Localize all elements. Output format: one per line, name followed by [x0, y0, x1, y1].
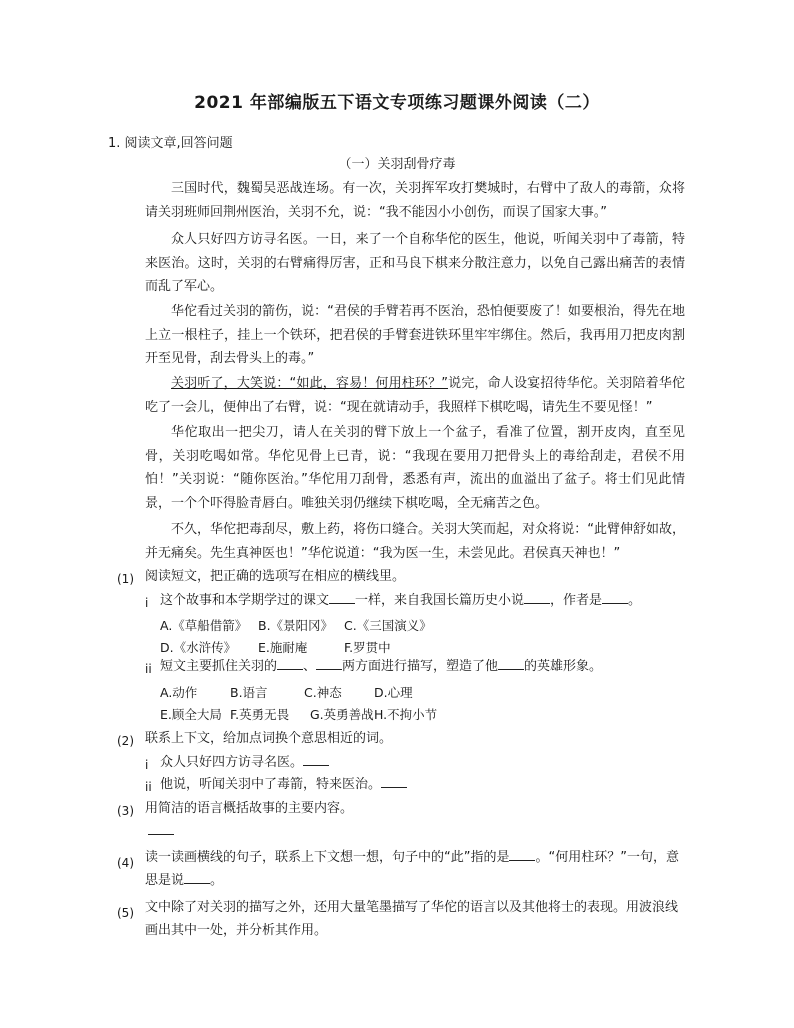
subq-2-ii-label: ii: [145, 780, 152, 794]
subq-1-ii-label: ii: [145, 662, 152, 676]
story-paragraph-2: 众人只好四方访寻名医。一日，来了一个自称华佗的医生，他说，听闻关羽中了毒箭，特来医治。这时，关羽的右臂痛得厉害，正和马良下棋来分散注意力，以免自己露出痛苦的表情而乱了军心。: [145, 232, 685, 294]
question-1-label: 1. 阅读文章,回答问题: [108, 136, 233, 151]
subq-1-i-part-b: 一样，来自我国长篇历史小说: [355, 593, 525, 608]
subq-2-i-text: [160, 752, 680, 774]
answer-blank[interactable]: [524, 591, 550, 604]
subq-1-i-part-a: 这个故事和本学期学过的课文: [160, 593, 330, 608]
option-1-ii-h: H.不拘小节: [374, 707, 438, 722]
option-1-ii-b: B.语言: [230, 685, 268, 700]
story-paragraph-6: 不久，华佗把毒刮尽，敷上药，将伤口缝合。关羽大笑而起，对众将说：“此臂伸舒如故，并无痛矣。先生真神医也！”华佗说道：“我为医一生，未尝见此。君侯真天神也！”: [145, 522, 685, 561]
option-1-ii-d: D.心理: [374, 685, 413, 700]
answer-blank[interactable]: [498, 657, 524, 670]
option-1-ii-e: E.顾全大局: [160, 707, 222, 722]
option-1-i-d: D.《水浒传》: [160, 640, 237, 655]
subq-1-ii-part-d: 的英雄形象。: [524, 659, 603, 674]
option-1-i-e: E.施耐庵: [258, 640, 308, 655]
underlined-sentence: 关羽听了，大笑说：“如此，容易！何用柱环？”: [171, 376, 448, 391]
subq-5-text: 文中除了对关羽的描写之外，还用大量笔墨描写了华佗的语言以及其他将士的表现。用波浪线画出其中一处，并分析其作用。: [145, 900, 679, 938]
option-1-i-a: A.《草船借箭》: [160, 618, 248, 633]
subq-1-ii-part-b: 、: [303, 659, 317, 674]
answer-blank[interactable]: [184, 871, 210, 884]
option-1-ii-a: A.动作: [160, 685, 198, 700]
option-1-ii-f: F.英勇无畏: [230, 707, 290, 722]
subq-5-number: (5): [117, 906, 134, 920]
subq-1-ii-part-a: 短文主要抓住关羽的: [160, 659, 278, 674]
option-1-ii-c: C.神态: [304, 685, 342, 700]
answer-blank[interactable]: [316, 657, 342, 670]
option-1-i-f: F.罗贯中: [344, 640, 391, 655]
subq-4-text: [145, 846, 685, 892]
subq-3-number: (3): [117, 804, 134, 818]
subq-1-ii-text: [160, 656, 680, 678]
subq-2-text: 联系上下文，给加点词换个意思相近的词。: [145, 731, 393, 746]
subq-1-i-text: [160, 590, 680, 612]
subq-2-ii-sentence: 他说，听闻关羽中了毒箭，特来医治。: [160, 777, 382, 792]
subq-1-ii-part-c: 两方面进行描写，塑造了他: [342, 659, 499, 674]
story-paragraph-3: 华佗看过关羽的箭伤，说：“君侯的手臂若再不医治，恐怕便要废了！如要根治，得先在地上立一根柱子，挂上一个铁环，把君侯的手臂套进铁环里牢牢绑住。然后，我再用刀把皮肉割开至见骨，刮去骨头上的毒。”: [145, 304, 685, 366]
answer-blank[interactable]: [277, 657, 303, 670]
subq-3-text: 用简洁的语言概括故事的主要内容。: [145, 801, 354, 816]
option-1-i-b: B.《景阳冈》: [258, 618, 334, 633]
page-title: 2021 年部编版五下语文专项练习题课外阅读（二）: [194, 93, 600, 113]
subq-2-i-label: i: [145, 758, 149, 772]
story-subtitle: （一）关羽刮骨疗毒: [338, 157, 456, 172]
story-paragraph-4-rest: 说完，命人设宴招待华佗。关羽陪着华佗吃了一会儿，便伸出了右臂，说：“现在就请动手，我照样下棋吃喝，请先生不要见怪！”: [145, 376, 685, 415]
story-paragraph-4: [145, 372, 685, 419]
subq-2-i-sentence: 众人只好四方访寻名医。: [160, 755, 304, 770]
option-1-i-c: C.《三国演义》: [344, 618, 432, 633]
answer-blank[interactable]: [303, 753, 329, 766]
subq-1-number: (1): [117, 572, 134, 586]
subq-4-part-b: 。“何用柱环？”一句，意思是说: [145, 850, 679, 888]
answer-blank[interactable]: [509, 848, 535, 861]
option-1-ii-g: G.英勇善战: [310, 707, 374, 722]
subq-4-number: (4): [117, 856, 134, 870]
story-paragraph-5: 华佗取出一把尖刀，请人在关羽的臂下放上一个盆子，看准了位置，割开皮肉，直至见骨，关羽吃喝如常。华佗见骨上已青，说：“我现在要用刀把骨头上的毒给刮走，君侯不用怕！”关羽说：“随你医治。”华佗用刀刮骨，悉悉有声，流出的血溢出了盆子。将士们见此情景，一个个吓得脸青唇白。唯独关羽仍继续下棋吃喝，全无痛苦之色。: [145, 425, 685, 511]
subq-4-part-a: 读一读画横线的句子，联系上下文想一想，句子中的“此”指的是: [145, 850, 510, 865]
subq-1-i-part-c: ，作者是: [550, 593, 603, 608]
subq-1-text: 阅读短文，把正确的选项写在相应的横线里。: [145, 569, 406, 584]
answer-line[interactable]: [148, 834, 174, 835]
answer-blank[interactable]: [329, 591, 355, 604]
subq-2-number: (2): [117, 734, 134, 748]
story-paragraph-1: 三国时代，魏蜀吴恶战连场。有一次，关羽挥军攻打樊城时，右臂中了敌人的毒箭，众将请关羽班师回荆州医治，关羽不允，说：“我不能因小小创伤，而误了国家大事。”: [145, 181, 685, 220]
subq-1-i-part-d: 。: [628, 593, 642, 608]
subq-1-i-label: i: [145, 596, 149, 610]
subq-4-part-c: 。: [210, 873, 224, 888]
answer-blank[interactable]: [602, 591, 628, 604]
subq-2-ii-text: [160, 774, 680, 796]
answer-blank[interactable]: [381, 775, 407, 788]
